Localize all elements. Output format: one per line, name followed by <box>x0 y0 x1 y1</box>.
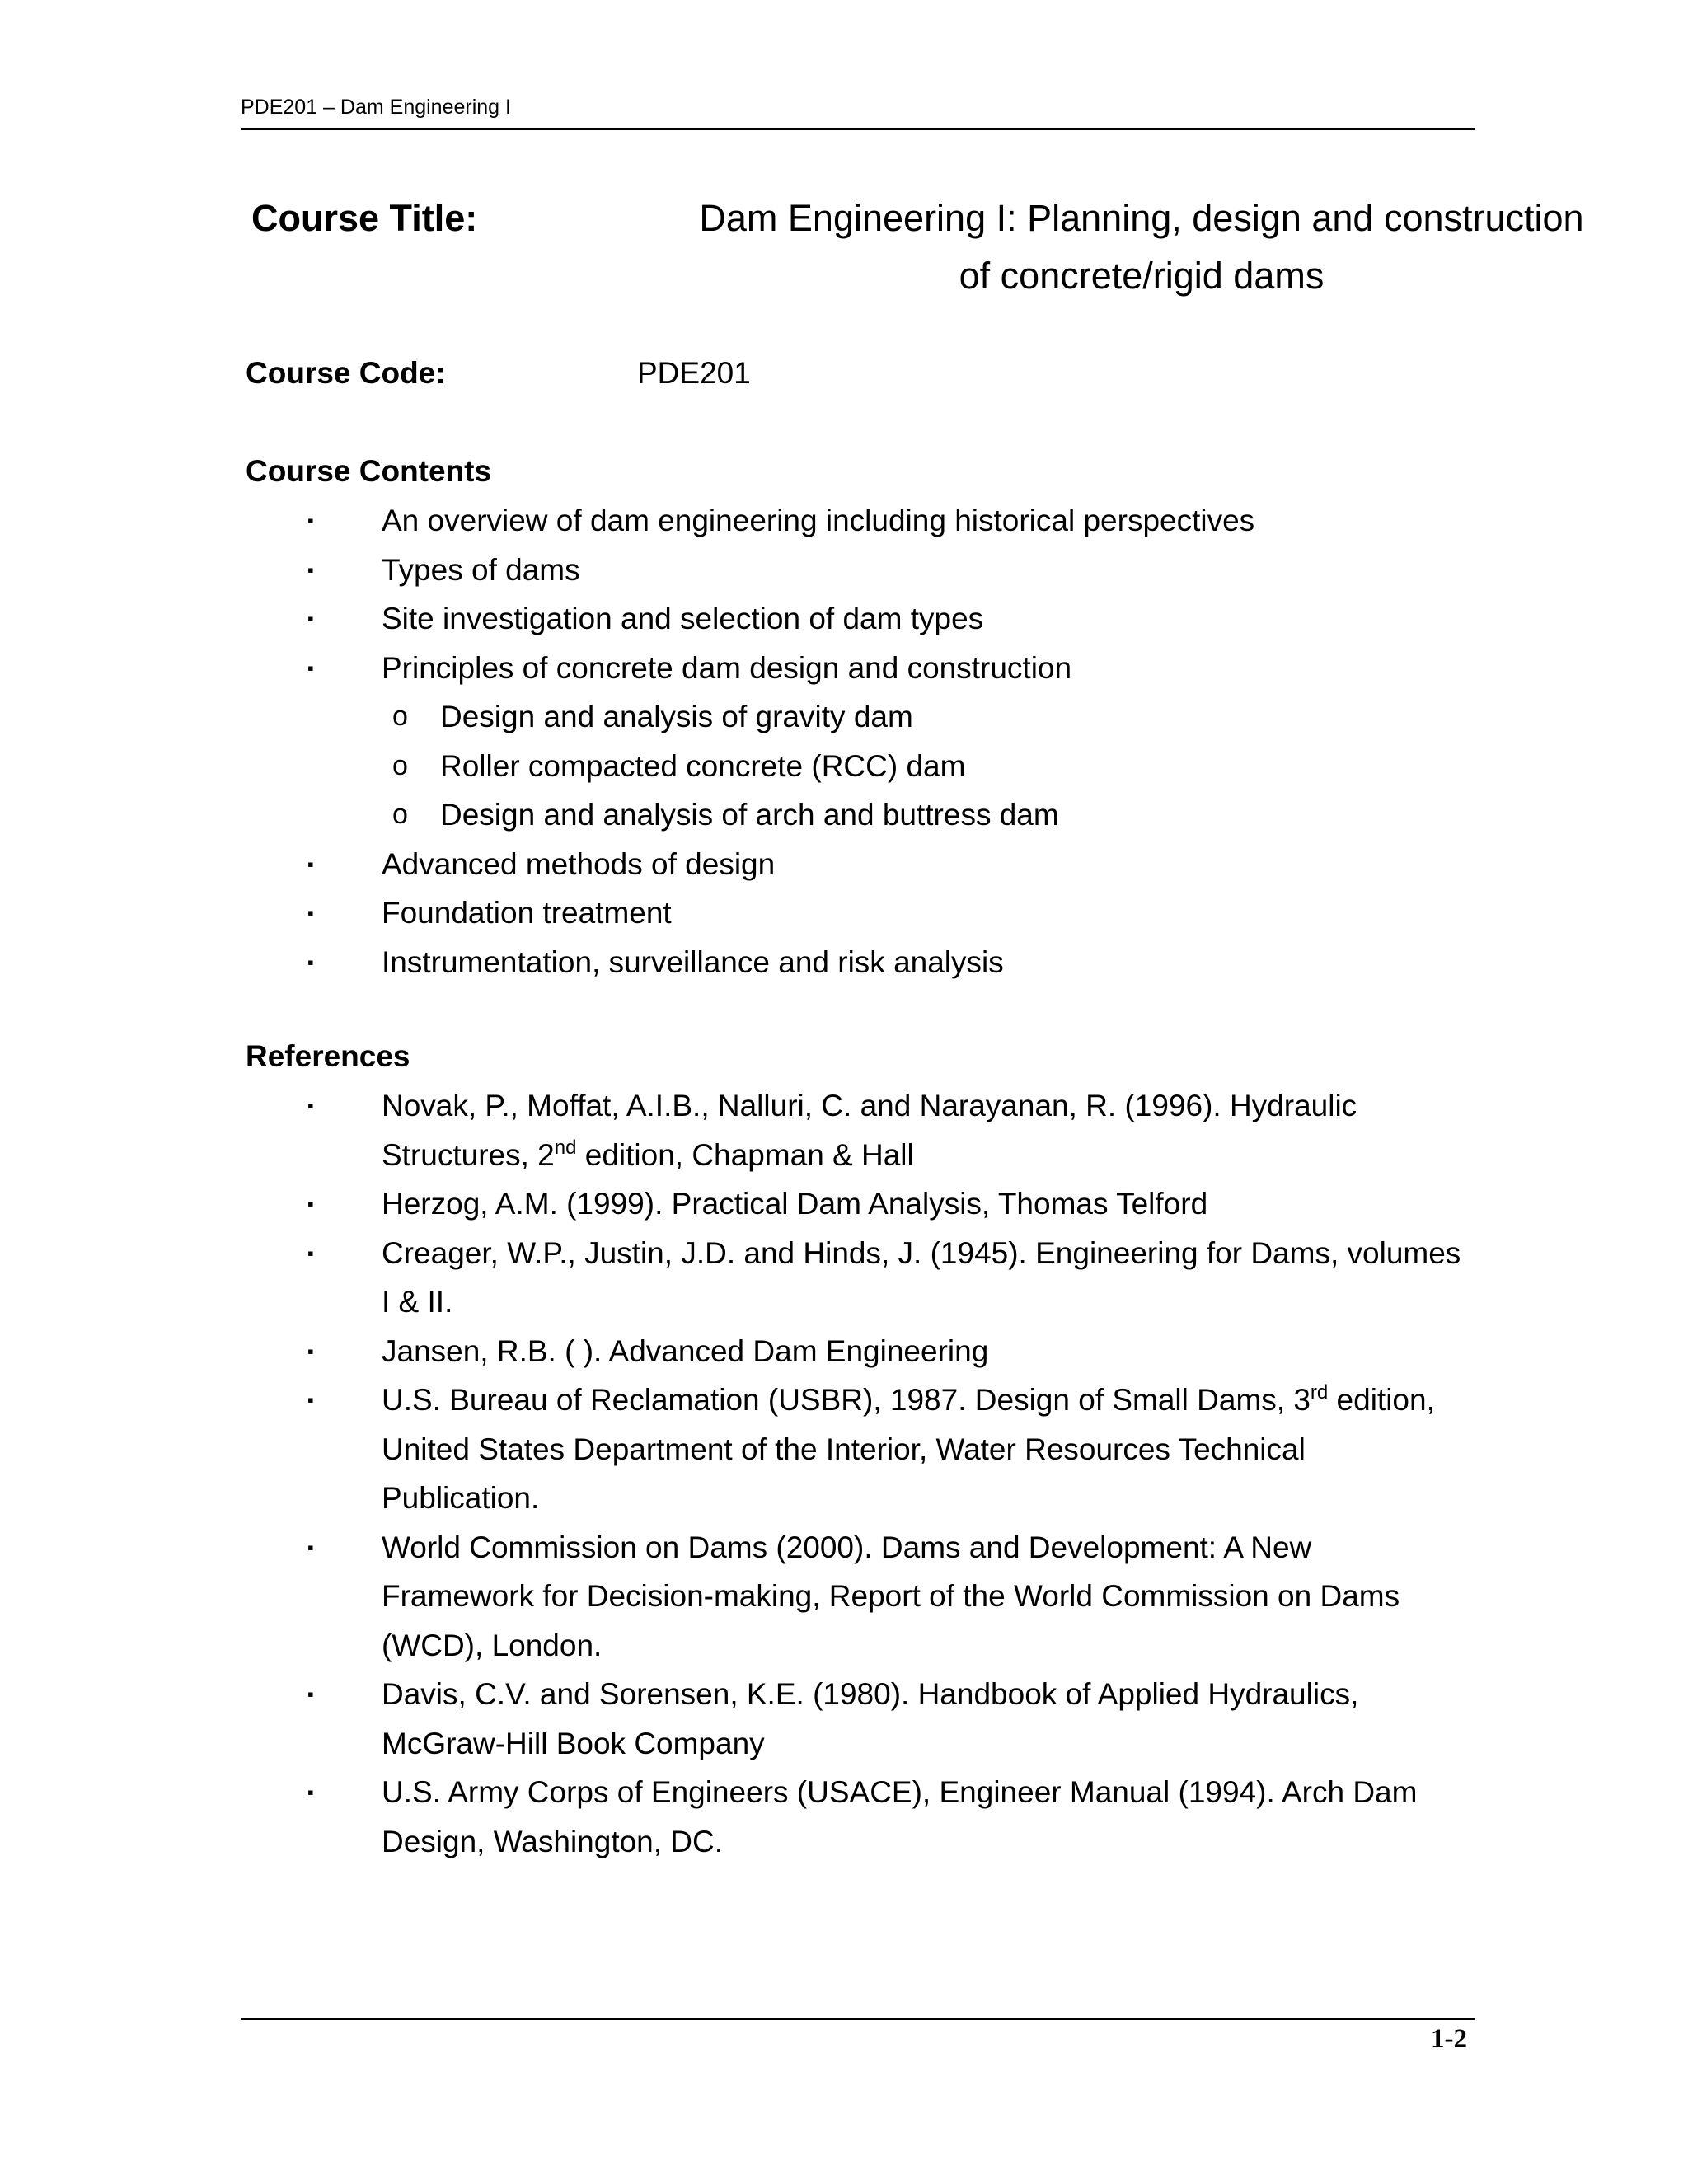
square-bullet-icon: ▪ <box>307 559 314 580</box>
footer-rule <box>241 2018 1475 2020</box>
reference-item: ▪ Creager, W.P., Justin, J.D. and Hinds, J. (1945). Engineering for Dams, volumes I & II. <box>246 1229 1465 1327</box>
list-item: ▪ Instrumentation, surveillance and risk analysis <box>246 938 1465 987</box>
course-title-line-1: Dam Engineering I: Planning, design and construction <box>699 197 1584 239</box>
square-bullet-icon: ▪ <box>307 1684 314 1704</box>
square-bullet-icon: ▪ <box>307 1193 314 1214</box>
square-bullet-icon: ▪ <box>307 1782 314 1802</box>
course-title <box>544 190 1688 305</box>
square-bullet-icon: ▪ <box>307 853 314 874</box>
square-bullet-icon: ▪ <box>307 902 314 923</box>
list-item: ▪ Principles of concrete dam design and construction <box>246 644 1465 693</box>
sub-list-item: o Design and analysis of arch and buttress dam <box>246 790 1465 840</box>
reference-item: ▪ Novak, P., Moffat, A.I.B., Nalluri, C. and Narayanan, R. (1996). Hydraulic Structures, 2nd edition, Chapman & Hall <box>246 1081 1465 1179</box>
reference-item: ▪ Davis, C.V. and Sorensen, K.E. (1980). Handbook of Applied Hydraulics, McGraw-Hill Book Company <box>246 1670 1465 1768</box>
reference-item: ▪ U.S. Army Corps of Engineers (USACE), Engineer Manual (1994). Arch Dam Design, Washington, DC. <box>246 1768 1465 1866</box>
references-list <box>246 1081 1465 1866</box>
course-title-label: Course Title: <box>251 197 478 239</box>
list-item: ▪ Advanced methods of design <box>246 840 1465 889</box>
reference-item: ▪ U.S. Bureau of Reclamation (USBR), 1987. Design of Small Dams, 3rd edition, United States Department of the Interior, Water Resources Technical Publication. <box>246 1376 1465 1523</box>
circle-bullet-icon: o <box>392 749 408 781</box>
list-item: ▪ Types of dams <box>246 546 1465 595</box>
list-item: ▪ Site investigation and selection of dam types <box>246 594 1465 644</box>
circle-bullet-icon: o <box>392 701 408 732</box>
course-code-value: PDE201 <box>637 356 751 390</box>
running-header: PDE201 – Dam Engineering I <box>241 96 511 119</box>
square-bullet-icon: ▪ <box>307 608 314 629</box>
reference-item: ▪ Herzog, A.M. (1999). Practical Dam Analysis, Thomas Telford <box>246 1179 1465 1229</box>
square-bullet-icon: ▪ <box>307 1242 314 1263</box>
references-heading: References <box>246 1039 410 1073</box>
square-bullet-icon: ▪ <box>307 510 314 531</box>
reference-item: ▪ Jansen, R.B. ( ). Advanced Dam Engineering <box>246 1327 1465 1376</box>
square-bullet-icon: ▪ <box>307 1536 314 1558</box>
square-bullet-icon: ▪ <box>307 1095 314 1116</box>
course-contents-heading: Course Contents <box>246 454 492 488</box>
course-title-line-2: of concrete/rigid dams <box>959 255 1325 297</box>
square-bullet-icon: ▪ <box>307 1340 314 1361</box>
course-contents-list <box>246 496 1465 987</box>
list-item: ▪ Foundation treatment <box>246 888 1465 938</box>
circle-bullet-icon: o <box>392 799 408 830</box>
square-bullet-icon: ▪ <box>307 951 314 972</box>
sub-list-item: o Roller compacted concrete (RCC) dam <box>246 742 1465 791</box>
square-bullet-icon: ▪ <box>307 1390 314 1410</box>
reference-item: ▪ World Commission on Dams (2000). Dams and Development: A New Framework for Decision-making, Report of the World Commission on Dams (WCD), London. <box>246 1523 1465 1671</box>
square-bullet-icon: ▪ <box>307 657 314 678</box>
header-rule <box>241 128 1475 130</box>
course-code-label: Course Code: <box>246 356 446 390</box>
sub-list-item: o Design and analysis of gravity dam <box>246 692 1465 742</box>
page-number: 1-2 <box>1431 2024 1467 2054</box>
list-item: ▪ An overview of dam engineering including historical perspectives <box>246 496 1465 546</box>
